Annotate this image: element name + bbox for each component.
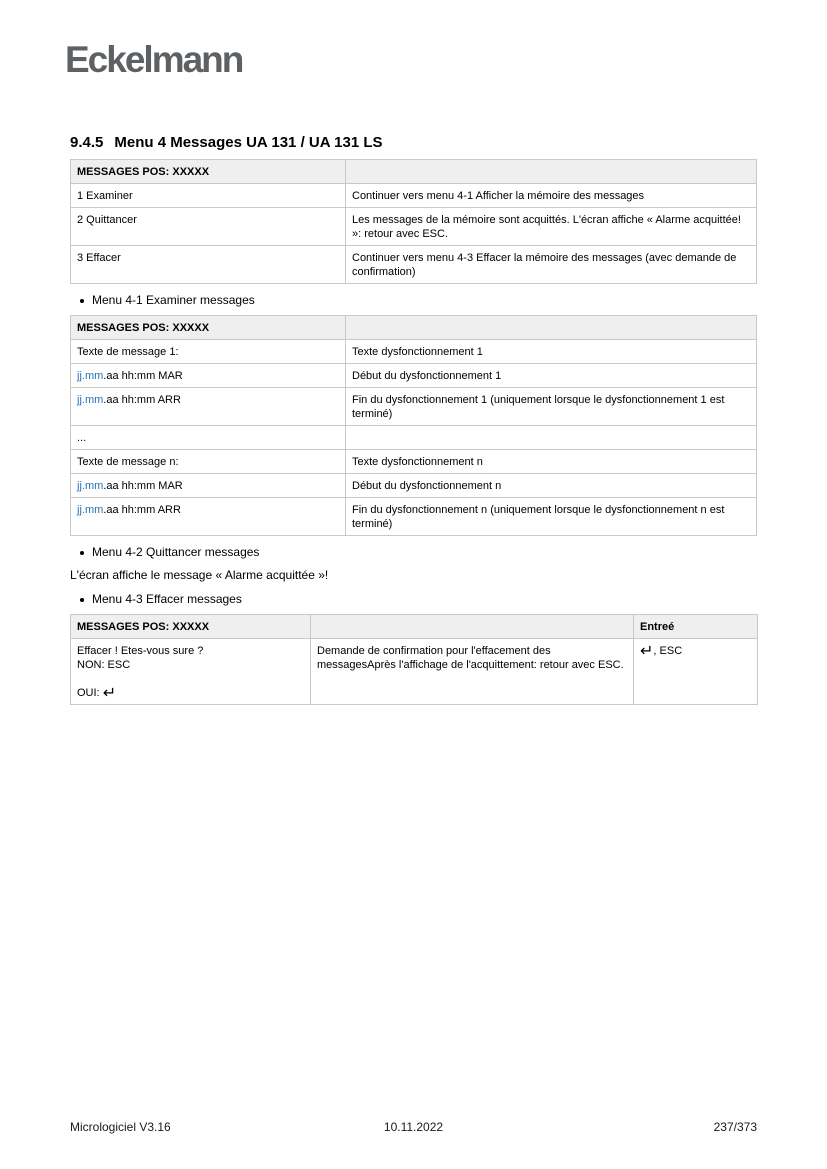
table-header-cell-empty [346, 316, 757, 340]
description-cell: Demande de confirmation pour l'effacement des messagesAprès l'affichage de l'acquittement: retour avec ESC. [311, 639, 634, 705]
eckelmann-logo: Eckelmann [65, 39, 243, 80]
bullet-menu-4-2: Menu 4-2 Quittancer messages [70, 545, 757, 560]
acknowledge-paragraph: L'écran affiche le message « Alarme acquittée »! [70, 568, 329, 582]
table-header-row [71, 160, 757, 184]
table-row [71, 498, 757, 536]
menu-item-cell: 1 Examiner [71, 184, 346, 208]
date-link[interactable]: jj.mm [77, 370, 104, 382]
table-row [71, 474, 757, 498]
description-cell [346, 426, 757, 450]
non-esc-line: NON: ESC [77, 659, 131, 671]
timestamp-cell: jj.mm.aa hh:mm ARR [71, 498, 346, 536]
confirm-prompt-cell [71, 639, 311, 705]
table-header-cell-empty [346, 160, 757, 184]
page-footer [70, 1120, 757, 1135]
table-row [71, 340, 757, 364]
menu4-3-effacer-table [70, 614, 758, 705]
section-number: 9.4.5 [70, 134, 104, 151]
footer-page-number: 237/373 [713, 1120, 757, 1134]
table-header-cell: MESSAGES POS: XXXXX [71, 160, 346, 184]
message-label-cell: Texte de message n: [71, 450, 346, 474]
date-link[interactable]: jj.mm [77, 480, 104, 492]
entry-keys-cell: ↵, ESC [634, 639, 758, 705]
oui-line: OUI: ↵ [77, 683, 117, 702]
enter-key-icon: ↵ [640, 641, 654, 660]
description-cell: Texte dysfonctionnement 1 [346, 340, 757, 364]
description-cell: Continuer vers menu 4-1 Afficher la mémoire des messages [346, 184, 757, 208]
table-header-cell-empty [311, 615, 634, 639]
bullet-menu-4-1: Menu 4-1 Examiner messages [70, 293, 757, 308]
description-cell: Fin du dysfonctionnement 1 (uniquement lorsque le dysfonctionnement 1 est terminé) [346, 388, 757, 426]
menu-item-cell: 3 Effacer [71, 246, 346, 284]
table-header-row [71, 316, 757, 340]
date-link[interactable]: jj.mm [77, 504, 104, 516]
description-cell: Les messages de la mémoire sont acquittés. L'écran affiche « Alarme acquittée! »: retour avec ESC. [346, 208, 757, 246]
table-row [71, 388, 757, 426]
menu4-overview-table [70, 159, 757, 284]
description-cell: Continuer vers menu 4-3 Effacer la mémoire des messages (avec demande de confirmation) [346, 246, 757, 284]
table-header-row [71, 615, 758, 639]
table-row [71, 426, 757, 450]
prompt-line: Effacer ! Etes-vous sure ? [77, 645, 204, 657]
table-header-cell-entry: Entreé [634, 615, 758, 639]
table-row [71, 246, 757, 284]
table-row [71, 364, 757, 388]
timestamp-cell: jj.mm.aa hh:mm MAR [71, 474, 346, 498]
description-cell: Fin du dysfonctionnement n (uniquement lorsque le dysfonctionnement n est terminé) [346, 498, 757, 536]
enter-key-icon: ↵ [102, 683, 117, 702]
menu-item-cell: 2 Quittancer [71, 208, 346, 246]
timestamp-cell: jj.mm.aa hh:mm ARR [71, 388, 346, 426]
description-cell: Texte dysfonctionnement n [346, 450, 757, 474]
timestamp-cell: jj.mm.aa hh:mm MAR [71, 364, 346, 388]
table-header-cell: MESSAGES POS: XXXXX [71, 316, 346, 340]
date-link[interactable]: jj.mm [77, 394, 104, 406]
footer-date: 10.11.2022 [383, 1120, 444, 1134]
table-row [71, 184, 757, 208]
table-row [71, 208, 757, 246]
message-label-cell: Texte de message 1: [71, 340, 346, 364]
section-heading [70, 134, 383, 151]
table-row [71, 450, 757, 474]
description-cell: Début du dysfonctionnement 1 [346, 364, 757, 388]
section-title: Menu 4 Messages UA 131 / UA 131 LS [114, 134, 383, 151]
menu4-1-examiner-table [70, 315, 757, 536]
bullet-menu-4-3: Menu 4-3 Effacer messages [70, 592, 757, 607]
description-cell: Début du dysfonctionnement n [346, 474, 757, 498]
footer-version: Micrologiciel V3.16 [70, 1120, 171, 1134]
table-row [71, 639, 758, 705]
table-header-cell: MESSAGES POS: XXXXX [71, 615, 311, 639]
ellipsis-cell: ... [71, 426, 346, 450]
